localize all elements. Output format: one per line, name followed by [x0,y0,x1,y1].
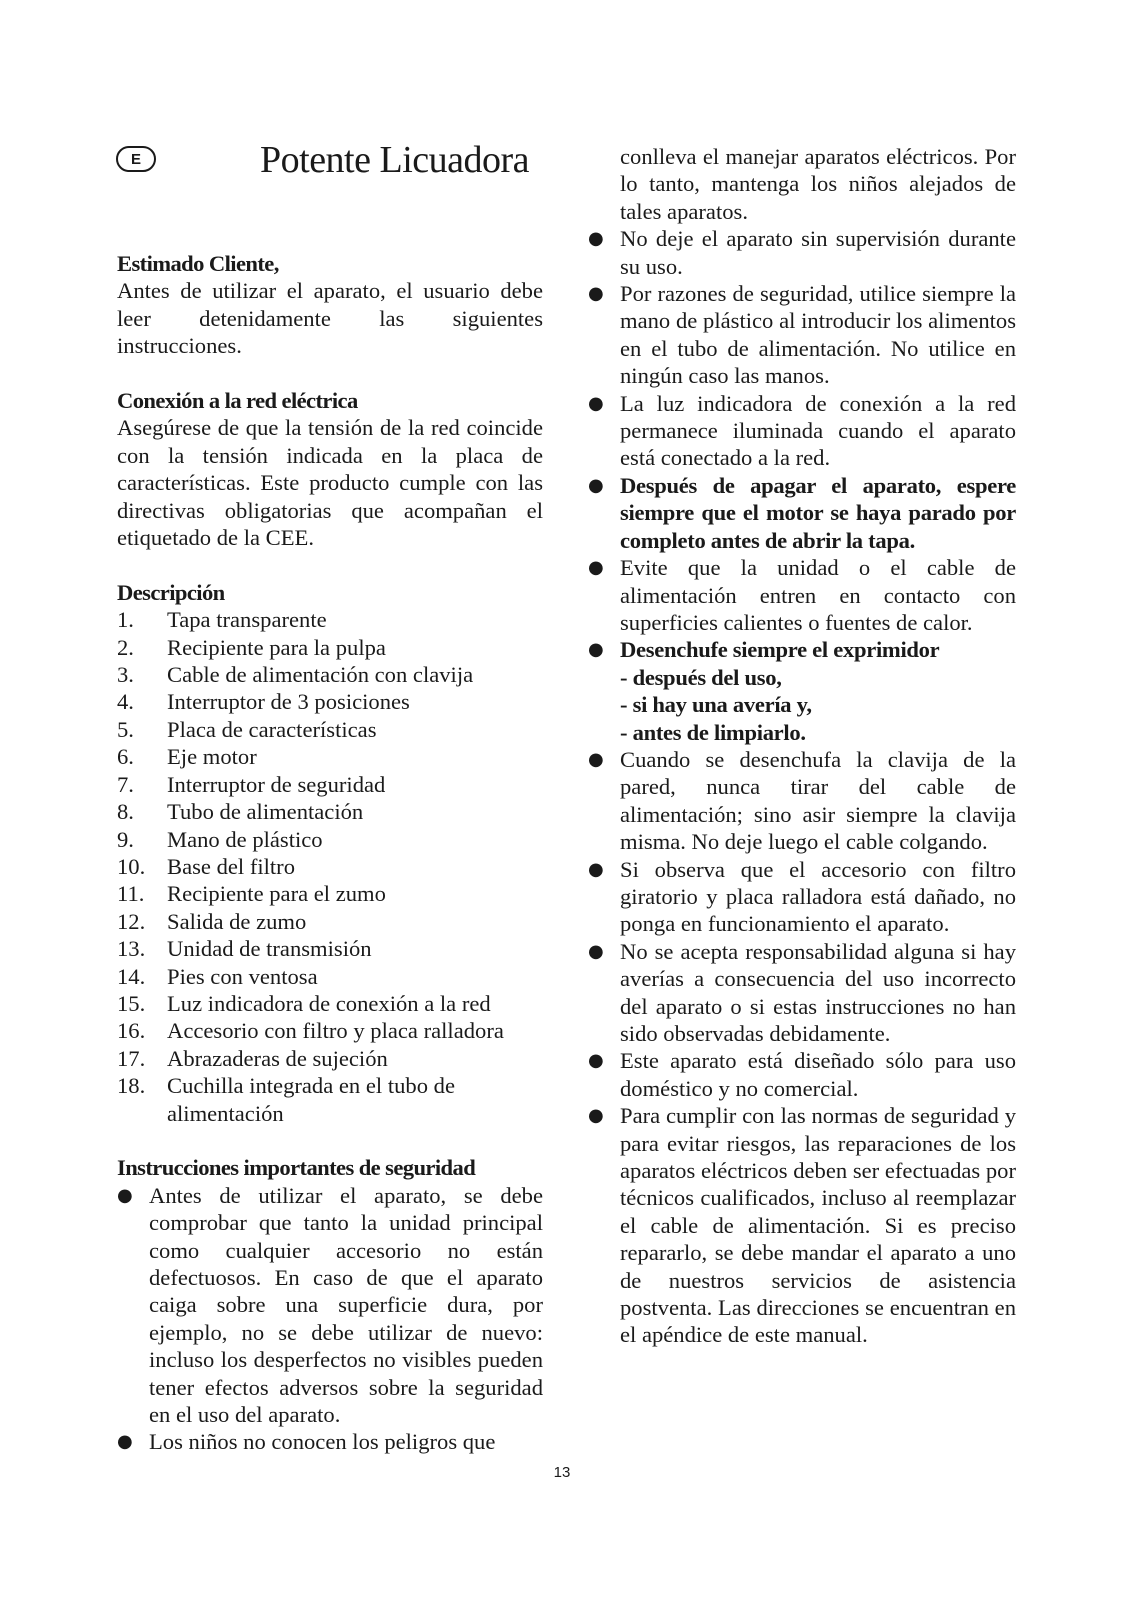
unplug-sub: - antes de limpiarlo. [620,719,806,745]
item-text: Base del filtro [167,853,295,879]
item-number: 5. [117,716,134,742]
item-number: 14. [117,963,146,989]
item-number: 12. [117,908,146,934]
item-number: 9. [117,826,134,852]
item-text-bold: Después de apagar el aparato, espere siempre que el motor se haya parado por completo antes de abrir la tapa. [620,472,1016,553]
item-text: Cuando se desenchufa la clavija de la pared, nunca tirar del cable de alimentación; sino asir siempre la clavija misma. No deje luego el cable colgando. [620,746,1016,855]
bullet-icon: ● [588,228,604,250]
bullet-icon: ● [588,283,604,305]
item-text: Salida de zumo [167,908,307,934]
list-item [588,856,1016,938]
item-text: Cable de alimentación con clavija [167,662,474,688]
item-text: Luz indicadora de conexión a la red [167,990,491,1016]
item-text: Pies con ventosa [167,963,318,989]
item-number: 17. [117,1045,146,1071]
item-text: Abrazaderas de sujeción [167,1045,388,1071]
item-text: Evite que la unidad o el cable de alimentación entren en contacto con superficies calientes o fuentes de calor. [620,555,1016,635]
list-item [588,225,1016,280]
unplug-sub: - si hay una avería y, [620,692,812,718]
item-text: Cuchilla integrada en el tubo de alimentación [167,1073,455,1126]
list-item [117,853,543,880]
item-text: Mano de plástico [167,826,323,852]
item-text: Interruptor de 3 posiciones [167,689,410,715]
list-item [117,908,543,935]
list-item [117,1072,543,1127]
bullet-icon: ● [588,1105,604,1127]
item-number: 15. [117,990,146,1016]
connection-text: Asegúrese de que la tensión de la red coincide con la tensión indicada en la placa de características. Este producto cumple con las directivas obligatorias que acompañan el etiquetado de la CEE. [117,415,543,551]
item-text: Si observa que el accesorio con filtro giratorio y placa ralladora está dañado, no ponga en funcionamiento el aparato. [620,856,1016,937]
left-column [117,250,543,1456]
list-item [117,1045,543,1072]
list-item [117,1017,543,1044]
list-item [117,606,543,633]
greeting-text: Antes de utilizar el aparato, el usuario debe leer detenidamente las siguientes instrucciones. [117,278,543,359]
item-number: 7. [117,771,134,797]
item-number: 13. [117,936,146,962]
bullet-icon: ● [588,748,604,770]
item-number: 3. [117,662,134,688]
item-number: 8. [117,799,134,825]
item-text: Eje motor [167,744,257,770]
unplug-sub: - después del uso, [620,664,782,690]
description-heading: Descripción [117,579,225,605]
page-title: Potente Licuadora [260,139,530,181]
bullet-icon: ● [588,639,604,661]
item-text: Los niños no conocen los peligros que [149,1429,496,1455]
bullet-icon: ● [117,1431,133,1453]
item-number: 18. [117,1073,146,1099]
item-text: Por razones de seguridad, utilice siempre la mano de plástico al introducir los alimentos en el tubo de alimentación. No utilice en ningún caso las manos. [620,281,1016,389]
item-text: Este aparato está diseñado sólo para uso doméstico y no comercial. [620,1048,1016,1101]
list-item [117,963,543,990]
list-item [117,935,543,962]
item-text: Accesorio con filtro y placa ralladora [167,1018,504,1044]
language-badge: E [116,146,156,172]
item-text: Interruptor de seguridad [167,771,386,797]
bullet-icon: ● [588,1050,604,1072]
list-item [117,634,543,661]
list-item [117,826,543,853]
item-text: Antes de utilizar el aparato, se debe comprobar que tanto la unidad principal como cualquier accesorio no están defectuosos. En caso de que el aparato caiga sobre una superficie dura, por ejemplo, no se debe utilizar de nuevo: incluso los desperfectos no visibles pueden tener efectos adversos sobre la seguridad en el uso del aparato. [149,1182,543,1428]
safety-heading: Instrucciones importantes de seguridad [117,1155,476,1181]
list-item [588,390,1016,472]
list-item [588,472,1016,554]
list-item [117,1428,543,1455]
bullet-icon: ● [588,858,604,880]
parts-list [117,606,543,1127]
bullet-icon: ● [588,557,604,579]
list-item [588,746,1016,856]
list-item [588,554,1016,636]
bullet-icon: ● [117,1184,133,1206]
list-item [117,661,543,688]
item-text: Recipiente para la pulpa [167,634,386,660]
safety-list-left [117,1182,543,1456]
item-text: La luz indicadora de conexión a la red permanece iluminada cuando el aparato está conectado a la red. [620,390,1016,471]
item-number: 16. [117,1018,146,1044]
list-item [588,636,1016,746]
list-item [117,688,543,715]
item-text: Unidad de transmisión [167,936,372,962]
safety-list-right [588,225,1016,1349]
right-column [588,143,1016,1349]
bullet-icon: ● [588,392,604,414]
item-text: Recipiente para el zumo [167,881,386,907]
unplug-item [620,636,1016,746]
list-item [588,1102,1016,1349]
item-text: No deje el aparato sin supervisión durante su uso. [620,226,1016,279]
list-item [117,798,543,825]
list-item [588,280,1016,390]
item-number: 2. [117,634,134,660]
item-text: Tubo de alimentación [167,799,364,825]
page-number: 13 [553,1464,571,1481]
item-number: 1. [117,607,134,633]
continued-text: conlleva el manejar aparatos eléctricos. Por lo tanto, mantenga los niños alejados de tales aparatos. [620,144,1016,224]
list-item [117,990,543,1017]
item-number: 10. [117,853,146,879]
connection-heading: Conexión a la red eléctrica [117,388,358,414]
item-number: 6. [117,744,134,770]
list-item [117,771,543,798]
list-item [588,938,1016,1048]
item-number: 4. [117,689,134,715]
item-text: Tapa transparente [167,607,327,633]
bullet-icon: ● [588,940,604,962]
list-item [117,716,543,743]
unplug-text: Desenchufe siempre el exprimidor [620,637,940,663]
list-item [117,880,543,907]
item-text: Placa de características [167,716,377,742]
list-item [117,1182,543,1429]
item-number: 11. [117,881,145,907]
item-text: No se acepta responsabilidad alguna si hay averías a consecuencia del uso incorrecto del aparato o si estas instrucciones no han sido observadas debidamente. [620,938,1016,1046]
list-item [117,743,543,770]
bullet-icon: ● [588,474,604,496]
greeting-heading: Estimado Cliente, [117,251,279,276]
item-text: Para cumplir con las normas de seguridad y para evitar riesgos, las reparaciones de los aparatos eléctricos deben ser efectuadas por técnicos cualificados, incluso al reemplazar el cable de alimentación. Si es preciso repararlo, se debe mandar el aparato a uno de nuestros servicios de asistencia postventa. Las direcciones se encuentran en el apéndice de este manual. [620,1103,1016,1348]
list-item [588,1047,1016,1102]
